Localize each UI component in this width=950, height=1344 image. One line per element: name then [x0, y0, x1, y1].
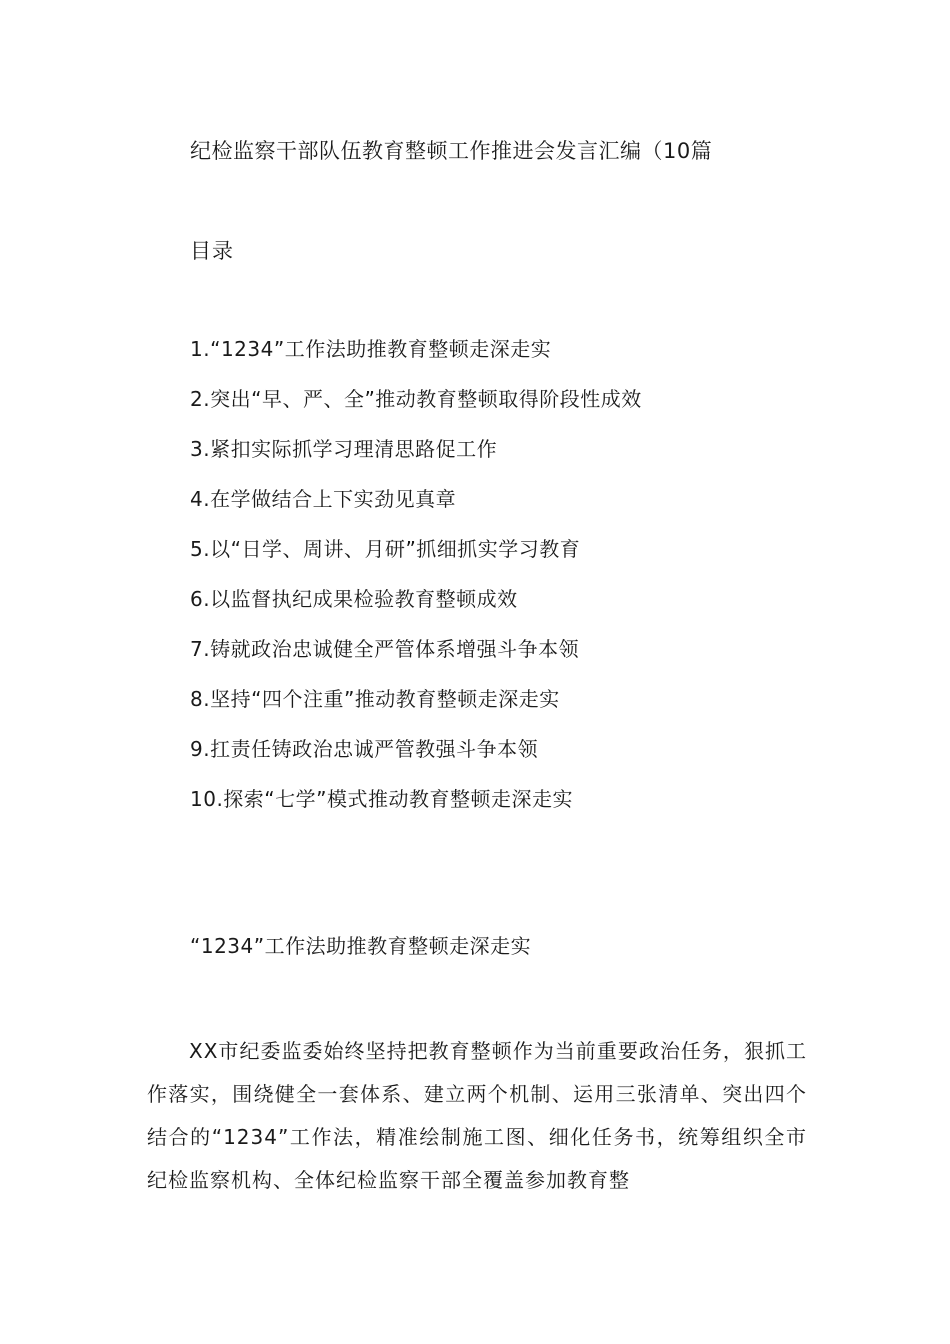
toc-item-3: 3.紧扣实际抓学习理清思路促工作: [190, 437, 498, 461]
body-paragraph: XX市纪委监委始终坚持把教育整顿作为当前重要政治任务，狠抓工作落实，围绕健全一套体系、建立两个机制、运用三张清单、突出四个结合的“1234”工作法，精准绘制施工图、细化任务书，统筹组织全市纪检监察机构、全体纪检监察干部全覆盖参加教育整: [147, 1039, 807, 1192]
document-title: 纪检监察干部队伍教育整顿工作推进会发言汇编（10篇: [190, 139, 713, 163]
toc-heading: 目录: [190, 239, 234, 263]
toc-item-2: 2.突出“早、严、全”推动教育整顿取得阶段性成效: [190, 387, 642, 411]
toc-item-1: 1.“1234”工作法助推教育整顿走深走实: [190, 337, 552, 361]
toc-item-10: 10.探索“七学”模式推动教育整顿走深走实: [190, 787, 574, 811]
toc-item-8: 8.坚持“四个注重”推动教育整顿走深走实: [190, 687, 560, 711]
toc-item-9: 9.扛责任铸政治忠诚严管教强斗争本领: [190, 737, 539, 761]
toc-item-4: 4.在学做结合上下实劲见真章: [190, 487, 457, 511]
section-title: “1234”工作法助推教育整顿走深走实: [190, 934, 532, 958]
table-of-contents: [190, 334, 642, 834]
toc-item-7: 7.铸就政治忠诚健全严管体系增强斗争本领: [190, 637, 580, 661]
toc-item-5: 5.以“日学、周讲、月研”抓细抓实学习教育: [190, 537, 581, 561]
toc-item-6: 6.以监督执纪成果检验教育整顿成效: [190, 587, 518, 611]
